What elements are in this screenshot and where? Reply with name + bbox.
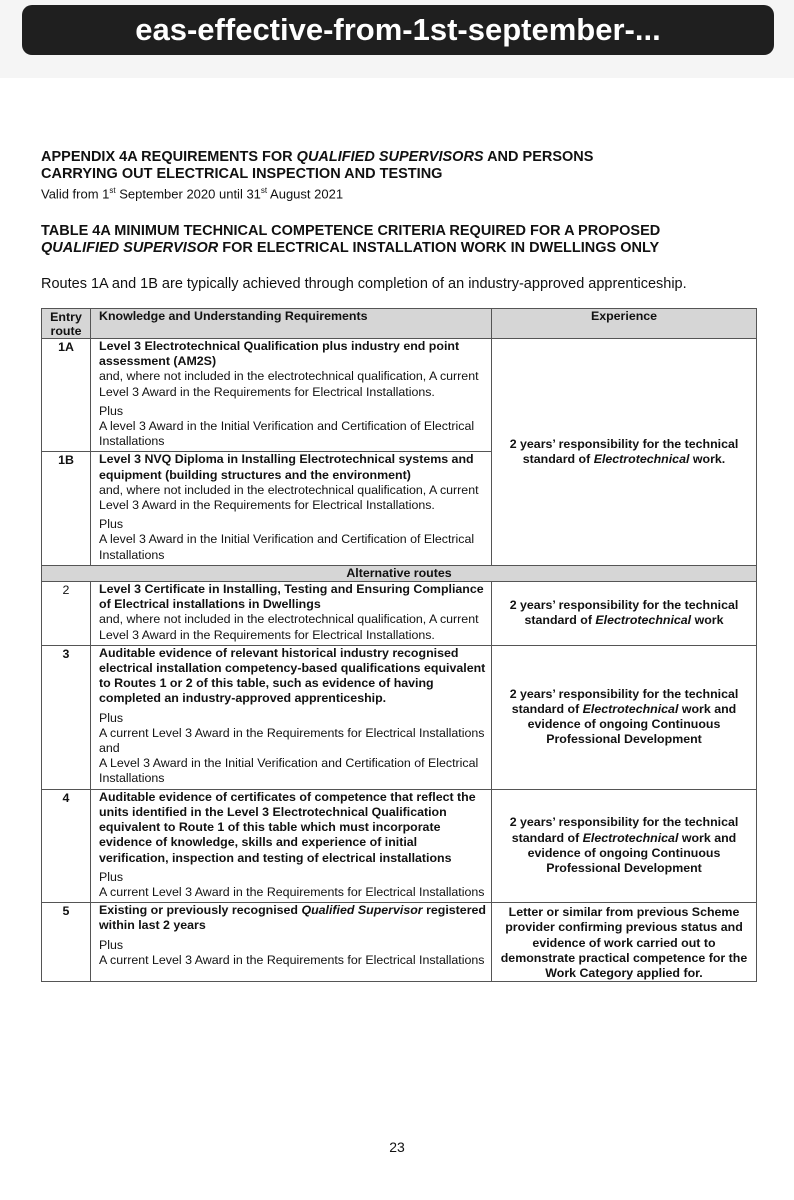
knowledge-cell — [91, 582, 492, 646]
plus-label: Plus — [99, 403, 124, 418]
route-cell: 4 — [42, 789, 91, 902]
validity-dates — [41, 186, 343, 201]
experience-text: 2 years’ responsibility for the technical standard of — [509, 436, 739, 466]
table-row — [42, 789, 757, 902]
table-row — [42, 903, 757, 982]
experience-text: work and evidence of ongoing Continuous Professional Development — [527, 830, 737, 876]
plus-label: Plus — [99, 869, 124, 884]
experience-text: work — [691, 613, 724, 628]
plus-label: Plus — [99, 517, 124, 532]
knowledge-bold: Level 3 Certificate in Installing, Testing and Ensuring Compliance of Electrical installations in Dwellings — [99, 582, 484, 612]
plus-label: Plus — [99, 937, 124, 952]
experience-text: 2 years’ responsibility for the technical standard of — [509, 815, 739, 845]
experience-italic: Electrotechnical — [595, 613, 692, 628]
table-title-line1: TABLE 4A MINIMUM TECHNICAL COMPETENCE CRITERIA REQUIRED FOR A PROPOSED — [41, 223, 661, 239]
and-label: and — [99, 741, 120, 756]
knowledge-bold-italic: Qualified Supervisor — [301, 903, 423, 918]
valid-text: August 2021 — [267, 186, 344, 202]
alternative-routes-row — [42, 565, 757, 581]
experience-cell — [492, 789, 757, 902]
knowledge-bold: Level 3 NVQ Diploma in Installing Electrotechnical systems and equipment (building structures and the environment) — [99, 452, 474, 482]
appendix-title-text2: AND PERSONS — [483, 149, 594, 165]
route-cell: 5 — [42, 903, 91, 982]
knowledge-cell — [91, 645, 492, 789]
route-cell: 3 — [42, 645, 91, 789]
knowledge-cell — [91, 789, 492, 902]
knowledge-cell — [91, 452, 492, 565]
route-cell: 2 — [42, 582, 91, 646]
top-bar — [0, 0, 794, 78]
document-title: eas-effective-from-1st-september-... — [22, 5, 774, 55]
knowledge-bold: Auditable evidence of relevant historical industry recognised electrical installation competency-based qualifications equivalent to Routes 1 or 2 of this table, such as evidence of having completed an industry-approved apprenticeship. — [99, 645, 486, 706]
knowledge-cell — [91, 903, 492, 982]
intro-text: Routes 1A and 1B are typically achieved through completion of an industry-approved apprenticeship. — [41, 276, 687, 292]
knowledge-text: A level 3 Award in the Initial Verification and Certification of Electrical Installations — [99, 532, 475, 562]
knowledge-text: A level 3 Award in the Initial Verification and Certification of Electrical Installations — [99, 419, 475, 449]
experience-italic: Electrotechnical — [582, 830, 679, 845]
page-number: 23 — [389, 1139, 405, 1155]
valid-sup: st — [109, 186, 116, 195]
knowledge-bold-text: Existing or previously recognised — [99, 903, 302, 918]
valid-text: September 2020 until 31 — [115, 186, 261, 202]
plus-label: Plus — [99, 710, 124, 725]
experience-italic: Electrotechnical — [582, 702, 679, 717]
knowledge-text: A Level 3 Award in the Initial Verification and Certification of Electrical Installations — [99, 756, 479, 786]
table-row — [42, 645, 757, 789]
header-experience: Experience — [492, 309, 757, 339]
experience-text: 2 years’ responsibility for the technical standard of — [509, 598, 739, 628]
appendix-title-line2: CARRYING OUT ELECTRICAL INSPECTION AND TESTING — [41, 166, 443, 182]
experience-cell: Letter or similar from previous Scheme provider confirming previous status and evidence of work carried out to demonstrate practical competence for the Work Category applied for. — [492, 903, 757, 982]
experience-cell — [492, 645, 757, 789]
experience-italic: Electrotechnical — [593, 451, 690, 466]
experience-cell — [492, 339, 757, 566]
knowledge-text: A current Level 3 Award in the Requirements for Electrical Installations — [99, 884, 485, 899]
appendix-title-text: APPENDIX 4A REQUIREMENTS FOR — [41, 149, 297, 165]
header-knowledge: Knowledge and Understanding Requirements — [91, 309, 492, 339]
knowledge-bold — [99, 903, 488, 933]
appendix-title-italic: QUALIFIED SUPERVISORS — [296, 149, 484, 165]
experience-text: work and evidence of ongoing Continuous Professional Development — [527, 702, 737, 747]
knowledge-text: and, where not included in the electrotechnical qualification, A current Level 3 Award in the Requirements for Electrical Installations. — [99, 612, 479, 642]
table-header-row — [42, 309, 757, 339]
table-title-italic: QUALIFIED SUPERVISOR — [41, 240, 219, 256]
table-title — [41, 223, 660, 257]
document-page — [0, 78, 794, 1200]
experience-text: 2 years’ responsibility for the technical standard of — [509, 686, 739, 717]
knowledge-bold-text: registered within last 2 years — [99, 903, 486, 933]
experience-cell — [492, 582, 757, 646]
table-row — [42, 582, 757, 646]
experience-text: work. — [689, 451, 726, 466]
knowledge-cell — [91, 339, 492, 452]
knowledge-bold: Auditable evidence of certificates of competence that reflect the units identified in the Level 3 Electrotechnical Qualification equivalent to Route 1 of this table which must incorporate evidence of knowledge, skills and experience of initial verification, inspection and testing of electrical installations — [99, 789, 476, 865]
route-cell: 1A — [42, 339, 91, 452]
knowledge-text: A current Level 3 Award in the Requirements for Electrical Installations — [99, 725, 485, 740]
appendix-title — [41, 149, 593, 183]
knowledge-bold: Level 3 Electrotechnical Qualification plus industry end point assessment (AM2S) — [99, 339, 460, 369]
knowledge-text: A current Level 3 Award in the Requirements for Electrical Installations — [99, 952, 485, 967]
alternative-routes-label: Alternative routes — [42, 565, 757, 581]
route-cell: 1B — [42, 452, 91, 565]
table-title-line2: FOR ELECTRICAL INSTALLATION WORK IN DWELLINGS ONLY — [218, 240, 660, 256]
header-entry-route: Entry route — [42, 309, 91, 339]
knowledge-text: and, where not included in the electrotechnical qualification, A current Level 3 Award in the Requirements for Electrical Installations. — [99, 369, 479, 399]
valid-sup: st — [260, 186, 268, 195]
table-row — [42, 339, 757, 452]
requirements-table — [41, 308, 757, 982]
knowledge-text: and, where not included in the electrotechnical qualification, A current Level 3 Award in the Requirements for Electrical Installations. — [99, 482, 479, 513]
valid-text: Valid from 1 — [41, 186, 110, 202]
